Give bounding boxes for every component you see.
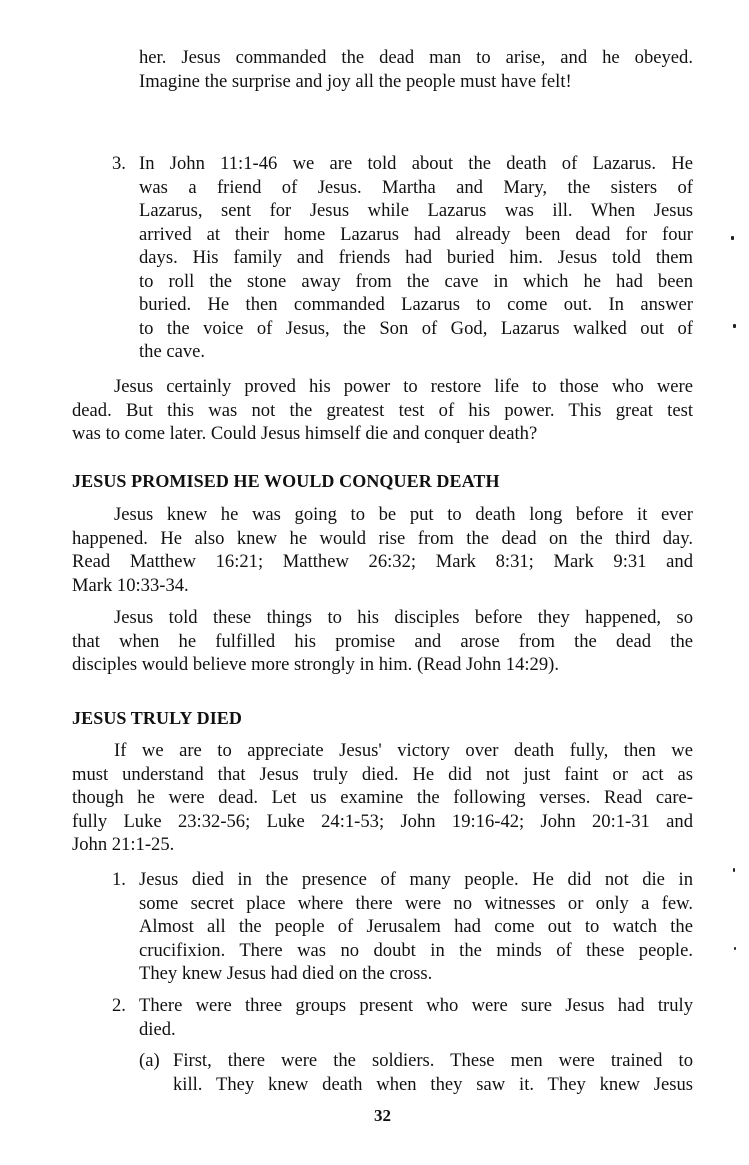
text-line: must understand that Jesus truly died. He did not just faint or act as — [72, 763, 693, 785]
text-line: was a friend of Jesus. Martha and Mary, the sisters of — [139, 176, 693, 198]
list-number: 2. — [112, 995, 126, 1016]
scan-speck — [733, 868, 735, 872]
section-heading-promised: JESUS PROMISED HE WOULD CONQUER DEATH — [72, 471, 500, 491]
paragraph-1 — [72, 375, 693, 446]
text-line: Jesus told these things to his disciples before they happened, so — [114, 607, 693, 628]
text-line: buried. He then commanded Lazarus to come out. In answer — [139, 294, 693, 315]
text-line: If we are to appreciate Jesus' victory over death fully, then we — [114, 740, 693, 761]
text-line: dead. But this was not the greatest test of his power. This great test — [72, 399, 693, 421]
scan-speck — [733, 324, 736, 328]
list-item-2 — [72, 994, 693, 1041]
text-line: Imagine the surprise and joy all the people must have felt! — [139, 70, 572, 92]
text-line: They knew Jesus had died on the cross. — [139, 963, 433, 984]
sub-item-label: (a) — [139, 1050, 160, 1071]
text-line: Read Matthew 16:21; Matthew 26:32; Mark 8:31; Mark 9:31 and — [72, 551, 693, 572]
list-item-3 — [72, 152, 693, 364]
text-line: to the voice of Jesus, the Son of God, Lazarus walked out of — [139, 317, 693, 339]
text-line: disciples would believe more strongly in him. (Read John 14:29). — [72, 654, 559, 675]
text-line: Jesus died in the presence of many people. He did not die in — [139, 869, 693, 890]
text-line: to roll the stone away from the cave in which he had been — [139, 270, 693, 292]
sub-item-a — [72, 1049, 693, 1096]
text-line: Lazarus, sent for Jesus while Lazarus was ill. When Jesus — [139, 200, 693, 221]
text-line: kill. They knew death when they saw it. They knew Jesus — [173, 1073, 693, 1095]
list-number: 1. — [112, 869, 126, 890]
text-line: In John 11:1-46 we are told about the death of Lazarus. He — [139, 153, 693, 174]
text-line: Almost all the people of Jerusalem had come out to watch the — [139, 916, 693, 937]
paragraph-2 — [72, 503, 693, 597]
scan-speck — [734, 947, 736, 950]
text-line: crucifixion. There was no doubt in the minds of these people. — [139, 939, 693, 961]
text-line: fully Luke 23:32-56; Luke 24:1-53; John 19:16-42; John 20:1-31 and — [72, 810, 693, 832]
section-heading-truly-died: JESUS TRULY DIED — [72, 708, 242, 728]
text-line: though he were dead. Let us examine the following verses. Read care- — [72, 787, 693, 808]
text-line: died. — [139, 1018, 176, 1040]
text-line: arrived at their home Lazarus had already been dead for four — [139, 223, 693, 245]
text-line: happened. He also knew he would rise from the dead on the third day. — [72, 527, 693, 549]
text-line: Jesus certainly proved his power to restore life to those who were — [114, 376, 693, 397]
text-line: There were three groups present who were sure Jesus had truly — [139, 995, 693, 1016]
text-line: was to come later. Could Jesus himself die and conquer death? — [72, 423, 538, 444]
text-line: her. Jesus commanded the dead man to arise, and he obeyed. — [139, 47, 693, 68]
paragraph-3 — [72, 606, 693, 677]
text-line: days. His family and friends had buried him. Jesus told them — [139, 247, 693, 268]
text-line: the cave. — [139, 341, 206, 362]
text-line: Jesus knew he was going to be put to death long before it ever — [114, 504, 693, 525]
text-line: John 21:1-25. — [72, 834, 175, 855]
text-line: some secret place where there were no witnesses or only a few. — [139, 892, 693, 914]
text-line: First, there were the soldiers. These men were trained to — [173, 1050, 693, 1071]
list-item-1 — [72, 868, 693, 986]
list-number: 3. — [112, 153, 126, 174]
page-number: 32 — [374, 1106, 391, 1125]
text-line: that when he fulfilled his promise and arose from the dead the — [72, 630, 693, 652]
scan-speck — [731, 236, 734, 240]
continuation-text — [72, 46, 693, 93]
paragraph-4 — [72, 739, 693, 857]
text-line: Mark 10:33-34. — [72, 574, 189, 596]
